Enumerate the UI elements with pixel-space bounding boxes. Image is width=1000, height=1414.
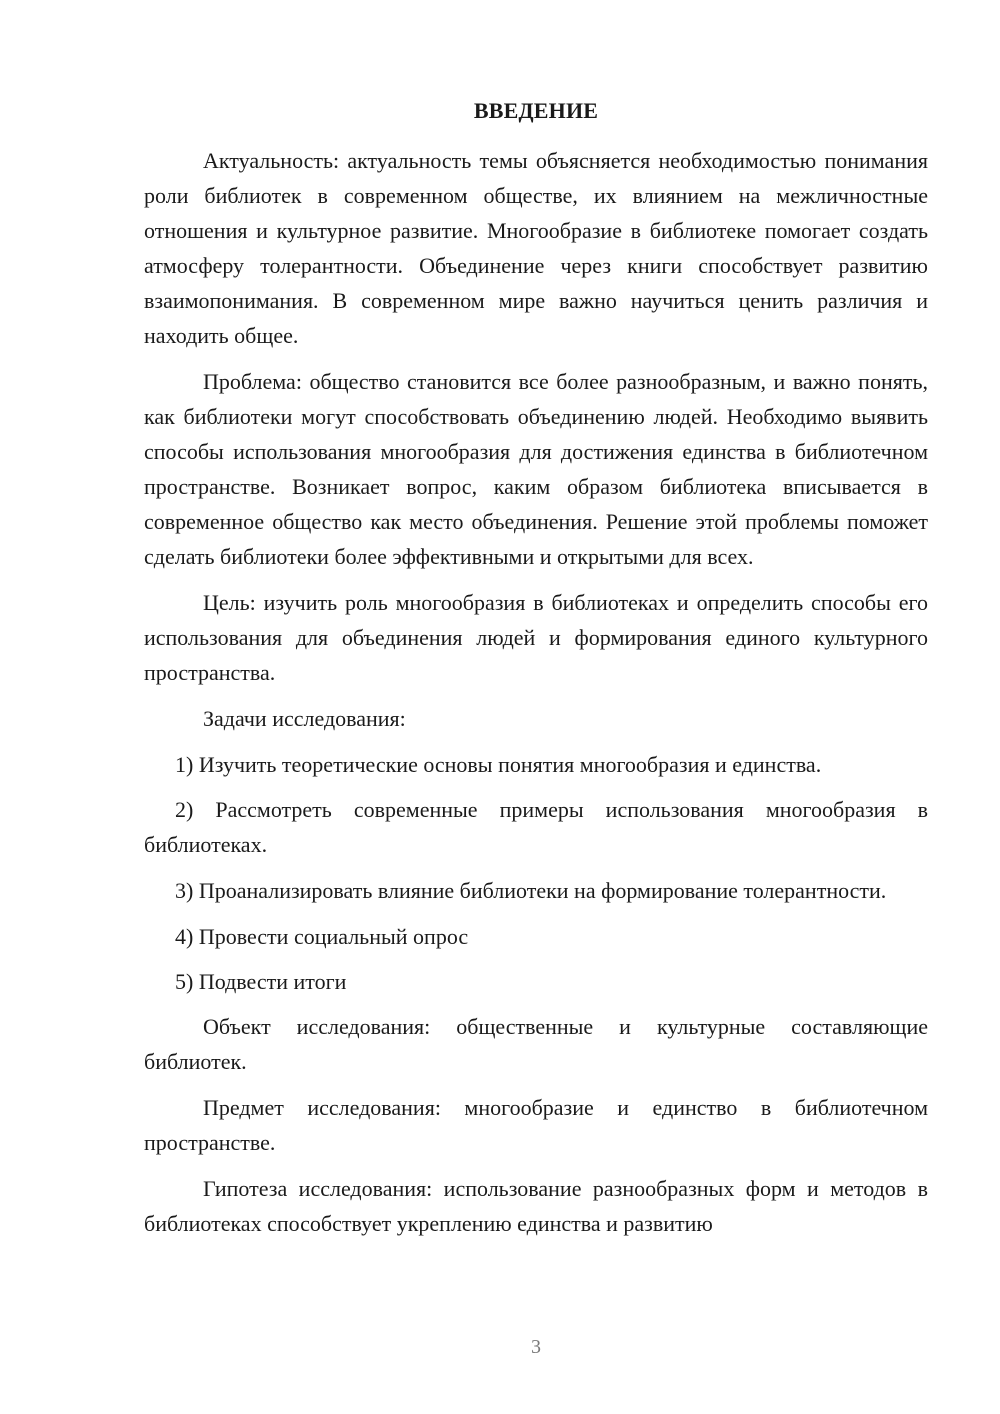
document-body bbox=[144, 143, 928, 1252]
page-number: 3 bbox=[531, 1336, 541, 1358]
paragraph-relevance: Актуальность: актуальность темы объясняется необходимостью понимания роли библиотек в современном обществе, их влиянием на межличностные отношения и культурное развитие. Многообразие в библиотеке помогает создать атмосферу толерантности. Объединение через книги способствует развитию взаимопонимания. В современном мире важно научиться ценить различия и находить общее. bbox=[144, 148, 928, 348]
paragraph-object: Объект исследования: общественные и культурные составляющие библиотек. bbox=[144, 1014, 928, 1074]
task-item: 4) Провести социальный опрос bbox=[175, 924, 469, 949]
task-item: 2) Рассмотреть современные примеры использования многообразия в библиотеках. bbox=[144, 797, 928, 857]
section-heading: ВВЕДЕНИЕ bbox=[473, 98, 599, 123]
task-item: 1) Изучить теоретические основы понятия многообразия и единства. bbox=[175, 752, 822, 777]
task-item: 5) Подвести итоги bbox=[175, 969, 347, 994]
paragraph-problem: Проблема: общество становится все более разнообразным, и важно понять, как библиотеки могут способствовать объединению людей. Необходимо выявить способы использования многообразия для достижения единства в библиотечном пространстве. Возникает вопрос, каким образом библиотека вписывается в современное общество как место объединения. Решение этой проблемы поможет сделать библиотеки более эффективными и открытыми для всех. bbox=[144, 369, 928, 569]
task-item: 3) Проанализировать влияние библиотеки на формирование толерантности. bbox=[175, 878, 887, 903]
paragraph-goal: Цель: изучить роль многообразия в библиотеках и определить способы его использования для объединения людей и формирования единого культурного пространства. bbox=[144, 590, 928, 685]
paragraph-hypothesis: Гипотеза исследования: использование разнообразных форм и методов в библиотеках способствует укреплению единства и развитию bbox=[144, 1176, 928, 1236]
paragraph-tasks-heading: Задачи исследования: bbox=[203, 706, 406, 731]
paragraph-subject: Предмет исследования: многообразие и единство в библиотечном пространстве. bbox=[144, 1095, 928, 1155]
